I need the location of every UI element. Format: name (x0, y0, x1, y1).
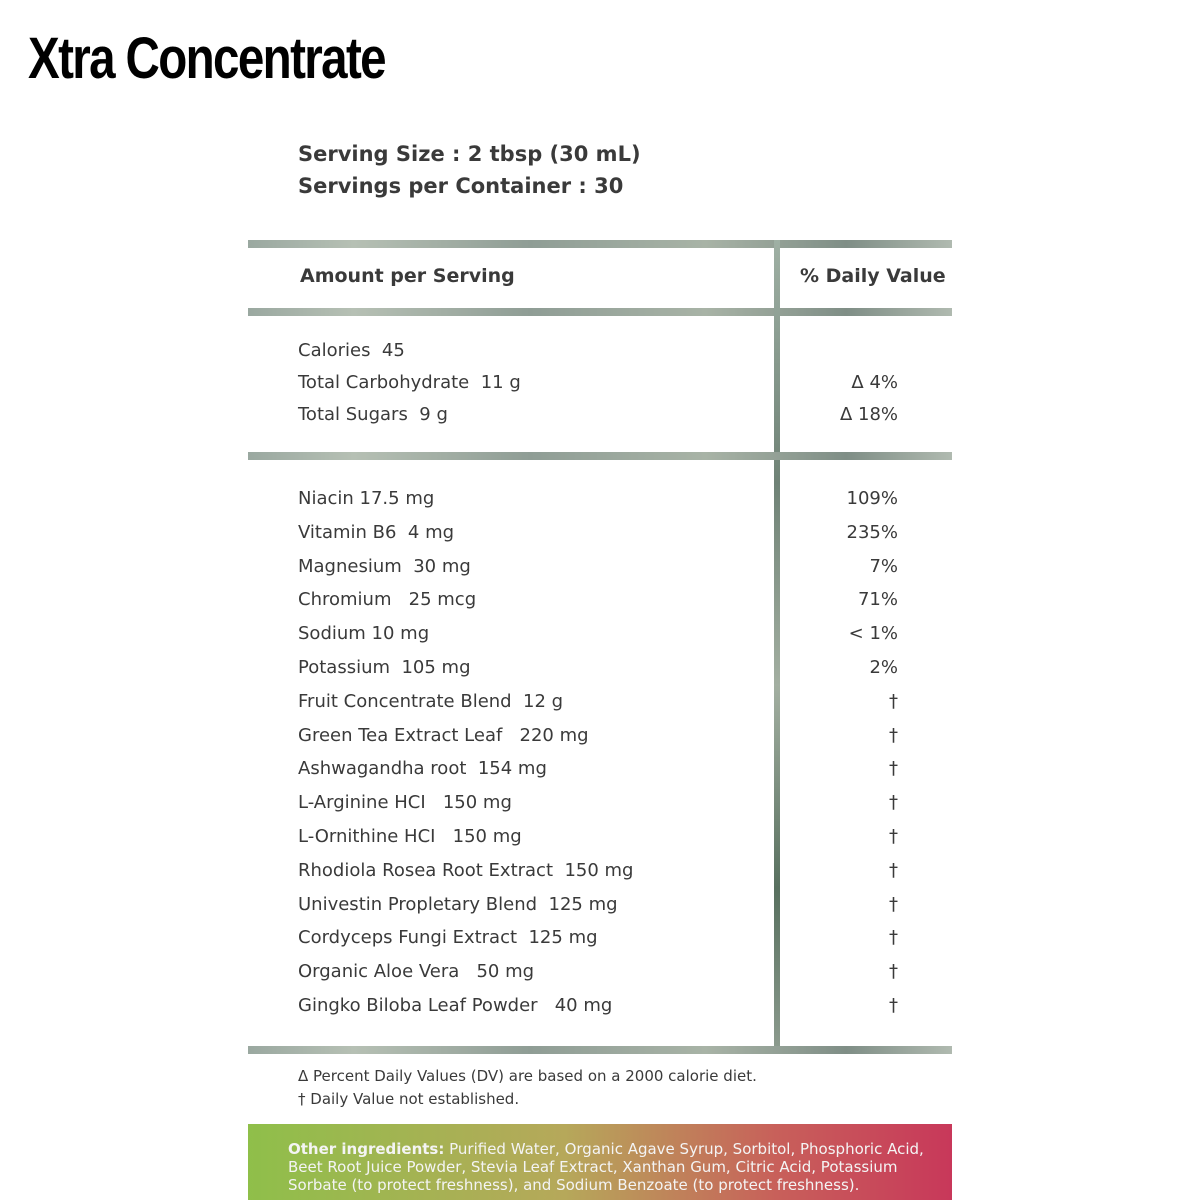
nutrient-row (298, 488, 898, 512)
header-rule (248, 308, 952, 316)
nutrient-row (298, 826, 898, 850)
daily-value: Δ 18% (839, 404, 898, 425)
amount-per-serving-header: Amount per Serving (300, 265, 515, 287)
nutrient-name: L-Ornithine HCI 150 mg (298, 826, 522, 847)
nutrient-row (298, 657, 898, 681)
daily-value-header: % Daily Value (800, 265, 946, 287)
nutrient-row (298, 961, 898, 985)
macros-rule (248, 452, 952, 460)
nutrient-row (298, 927, 898, 951)
daily-value: † (889, 995, 898, 1016)
macro-row (298, 404, 898, 428)
nutrient-row (298, 691, 898, 715)
daily-value: † (889, 961, 898, 983)
daily-value: † (889, 859, 898, 881)
supplement-facts-label (248, 112, 952, 1200)
nutrient-name: Green Tea Extract Leaf 220 mg (298, 724, 589, 746)
daily-value: 235% (846, 521, 898, 543)
nutrient-name: Cordyceps Fungi Extract 125 mg (298, 927, 598, 949)
product-title: Xtra Concentrate (28, 26, 385, 91)
nutrient-row (298, 623, 898, 647)
nutrient-name: Niacin 17.5 mg (298, 488, 435, 509)
nutrient-name: Total Carbohydrate 11 g (298, 372, 521, 393)
nutrient-name: Chromium 25 mcg (298, 589, 477, 611)
nutrient-name: Magnesium 30 mg (298, 555, 471, 577)
daily-value: † (889, 792, 898, 814)
nutrient-row (298, 725, 898, 749)
nutrient-row (298, 522, 898, 546)
servings-per-container: Servings per Container : 30 (298, 174, 624, 198)
nutrient-name: Ashwagandha root 154 mg (298, 758, 547, 780)
top-rule (248, 240, 952, 248)
nutrient-name: Potassium 105 mg (298, 657, 471, 678)
daily-value: † (889, 690, 898, 712)
macro-row (298, 340, 898, 364)
nutrient-name: Fruit Concentrate Blend 12 g (298, 690, 564, 712)
daily-value: † (889, 724, 898, 746)
bottom-rule (248, 1046, 952, 1054)
nutrient-name: Sodium 10 mg (298, 623, 430, 645)
nutrient-row (298, 758, 898, 782)
daily-value: † (889, 758, 898, 780)
daily-value: < 1% (848, 623, 898, 645)
other-ingredients-label: Other ingredients: (288, 1140, 445, 1158)
dagger-footnote: † Daily Value not established. (298, 1090, 520, 1108)
nutrient-row (298, 894, 898, 918)
nutrient-name: Calories 45 (298, 340, 405, 361)
nutrient-row (298, 995, 898, 1019)
nutrient-name: Univestin Propletary Blend 125 mg (298, 893, 618, 915)
nutrient-name: Total Sugars 9 g (298, 404, 448, 425)
other-ingredients-text: Purified Water, Organic Agave Syrup, Sorbitol, Phosphoric Acid, Beet Root Juice Powder, Stevia Leaf Extract, Xanthan Gum, Citric Acid, Potassium Sorbate (to protect freshness), and Sodium Benzoate (to protect freshness). (288, 1140, 924, 1194)
nutrient-name: Vitamin B6 4 mg (298, 521, 455, 543)
daily-value: † (889, 927, 898, 949)
serving-size: Serving Size : 2 tbsp (30 mL) (298, 142, 641, 166)
nutrient-name: Organic Aloe Vera 50 mg (298, 961, 535, 983)
daily-value: † (889, 893, 898, 915)
daily-value: 109% (846, 488, 898, 509)
daily-value: † (889, 826, 898, 847)
daily-value: 7% (869, 555, 898, 577)
nutrient-row (298, 792, 898, 816)
nutrient-name: Rhodiola Rosea Root Extract 150 mg (298, 859, 634, 881)
nutrient-row (298, 556, 898, 580)
nutrient-row (298, 589, 898, 613)
daily-value: Δ 4% (851, 372, 898, 393)
nutrient-row (298, 860, 898, 884)
nutrient-name: Gingko Biloba Leaf Powder 40 mg (298, 995, 613, 1016)
nutrient-name: L-Arginine HCI 150 mg (298, 792, 512, 814)
daily-value: 2% (869, 657, 898, 678)
other-ingredients-band (248, 1124, 952, 1200)
daily-value: 71% (857, 589, 898, 611)
macro-row (298, 372, 898, 396)
dv-footnote: Δ Percent Daily Values (DV) are based on a 2000 calorie diet. (298, 1067, 757, 1085)
